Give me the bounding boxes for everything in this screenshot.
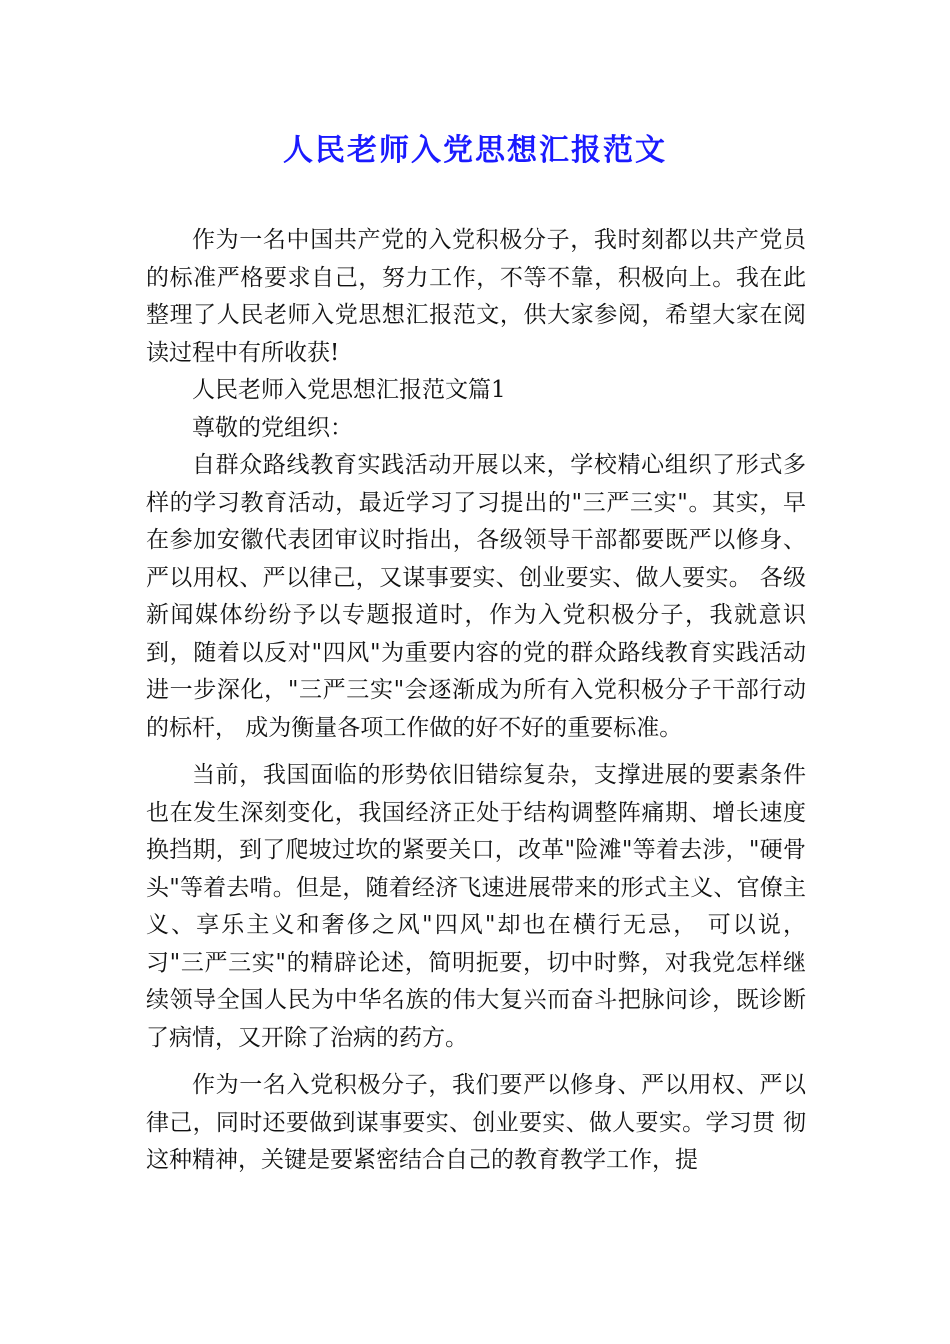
body-paragraph: 自群众路线教育实践活动开展以来，学校精心组织了形式多样的学习教育活动，最近学习了习提出的"三严三实"。其实，早在参加安徽代表团审议时指出，各级领导干部都要既严以修身、严以用权、严以律己，又谋事要实、创业要实、做人要实。 各级新闻媒体纷纷予以专题报道时，作为入党积极分子，我就意识到，随着以反对"四风"为重要内容的党的群众路线教育实践活动进一步深化，"三严三实"会逐渐成为所有入党积极分子干部行动的标杆， 成为衡量各项工作做的好不好的重要标准。 <box>146 452 806 741</box>
body-paragraph: 当前，我国面临的形势依旧错综复杂，支撑进展的要素条件也在发生深刻变化，我国经济正处于结构调整阵痛期、增长速度换挡期，到了爬坡过坎的紧要关口，改革"险滩"等着去涉，"硬骨头"等着去啃。但是，随着经济飞速进展带来的形式主义、官僚主义、享乐主义和奢侈之风"四风"却也在横行无忌， 可以说，习"三严三实"的精辟论述，简明扼要，切中时弊，对我党怎样继续领导全国人民为中华名族的伟大复兴而奋斗把脉问诊，既诊断了病情，又开除了治病的药方。 <box>146 762 806 1051</box>
document-body <box>146 222 806 1180</box>
section-heading: 人民老师入党思想汇报范文篇1 <box>192 377 506 403</box>
document-title: 人民老师入党思想汇报范文 <box>283 133 667 168</box>
intro-paragraph: 作为一名中国共产党的入党积极分子，我时刻都以共产党员的标准严格要求自己，努力工作，不等不靠，积极向上。我在此整理了人民老师入党思想汇报范文，供大家参阅，希望大家在阅读过程中有所收获! <box>146 227 806 366</box>
body-paragraph: 作为一名入党积极分子，我们要严以修身、严以用权、严以律己，同时还要做到谋事要实、创业要实、做人要实。学习贯 彻这种精神，关键是要紧密结合自己的教育教学工作，提 <box>146 1072 806 1173</box>
salutation: 尊敬的党组织： <box>192 414 353 441</box>
